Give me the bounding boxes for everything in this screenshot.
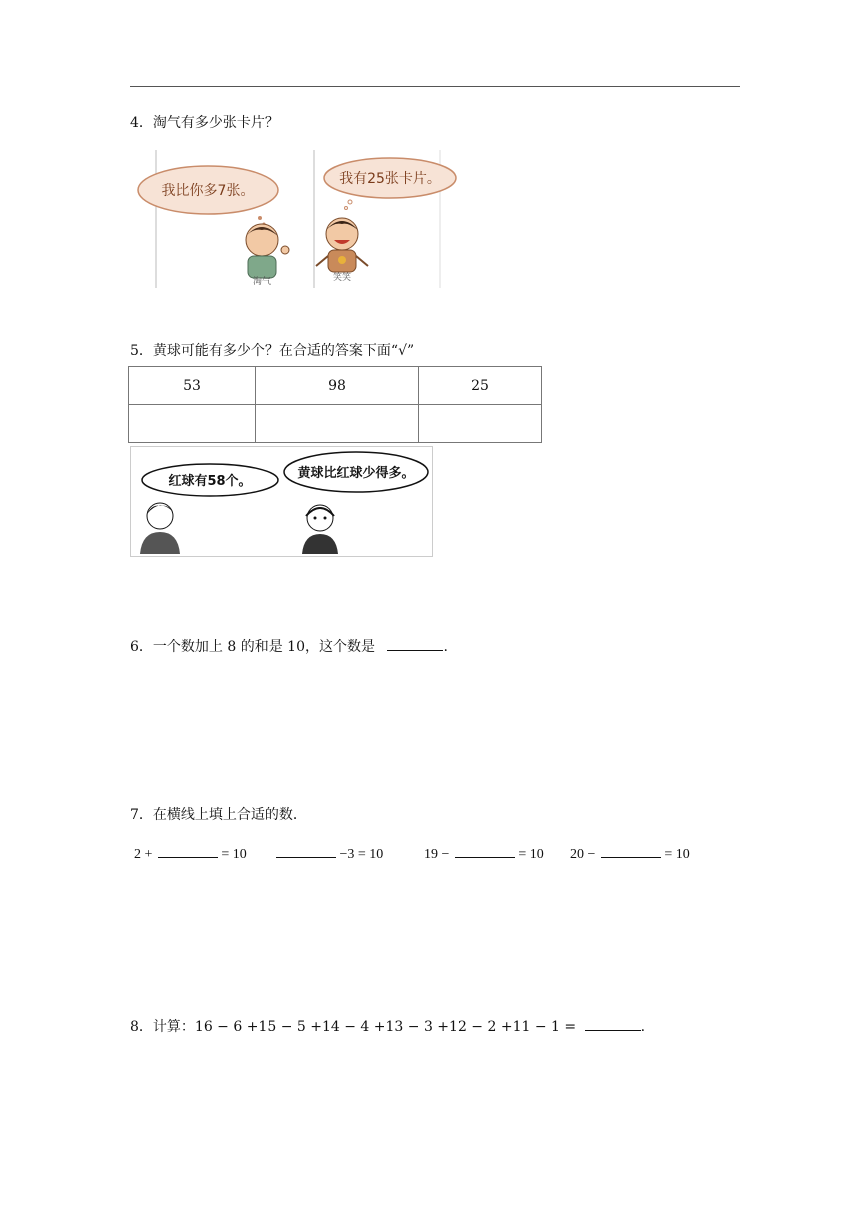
speech-text-right: 我有25张卡片。 [339, 171, 441, 187]
equation-1-left: 2 + [134, 847, 153, 862]
child-taoqi-figure [246, 224, 289, 278]
check-cell[interactable] [129, 405, 256, 443]
equation-3 [424, 843, 544, 863]
option-cell: 25 [419, 367, 542, 405]
name-label-right: 笑笑 [332, 273, 352, 283]
question-7-text: 7．在横线上填上合适的数． [130, 807, 307, 823]
equation-4 [570, 843, 690, 863]
question-4-text: 4．淘气有多少张卡片？ [130, 115, 279, 131]
check-cell[interactable] [256, 405, 419, 443]
question-8-text: 8．计算：16 − 6 +15 − 5 +14 − 4 +13 − 3 +12 − 2 +11 − 1 = [130, 1019, 577, 1035]
equation-3-right: = 10 [518, 847, 544, 862]
check-cell[interactable] [419, 405, 542, 443]
option-cell: 98 [256, 367, 419, 405]
question-6-text: 6．一个数加上 8 的和是 10，这个数是 [130, 639, 375, 655]
name-label-left: 淘气 [252, 277, 272, 287]
answer-options-table [128, 366, 542, 443]
answer-blank[interactable] [455, 843, 515, 858]
girl-figure [302, 505, 338, 554]
answer-blank[interactable] [387, 636, 443, 651]
speech-text-left: 我比你多7张。 [161, 183, 255, 199]
equation-1 [134, 843, 247, 863]
answer-blank[interactable] [601, 843, 661, 858]
equation-2 [276, 843, 383, 863]
answer-blank[interactable] [585, 1016, 641, 1031]
question-4-illustration [128, 148, 468, 290]
question-6 [130, 636, 448, 656]
equation-4-right: = 10 [664, 847, 690, 862]
question-8 [130, 1016, 645, 1036]
equation-2-right: −3 = 10 [339, 847, 384, 862]
answer-blank[interactable] [158, 843, 218, 858]
question-5-text: 5．黄球可能有多少个？在合适的答案下面“√” [130, 343, 415, 359]
speech-text-left: 红球有58个。 [168, 474, 252, 489]
equation-4-left: 20 − [570, 847, 596, 862]
question-5-illustration [130, 446, 434, 558]
boy-figure [140, 503, 180, 554]
equation-1-right: = 10 [221, 847, 247, 862]
option-cell: 53 [129, 367, 256, 405]
header-rule [130, 86, 740, 87]
question-8-end: . [640, 1019, 646, 1035]
answer-blank[interactable] [276, 843, 336, 858]
equation-3-left: 19 − [424, 847, 450, 862]
question-6-end: . [443, 639, 448, 655]
child-xiaoxiao-figure [316, 218, 368, 272]
speech-text-right: 黄球比红球少得多。 [297, 466, 415, 481]
